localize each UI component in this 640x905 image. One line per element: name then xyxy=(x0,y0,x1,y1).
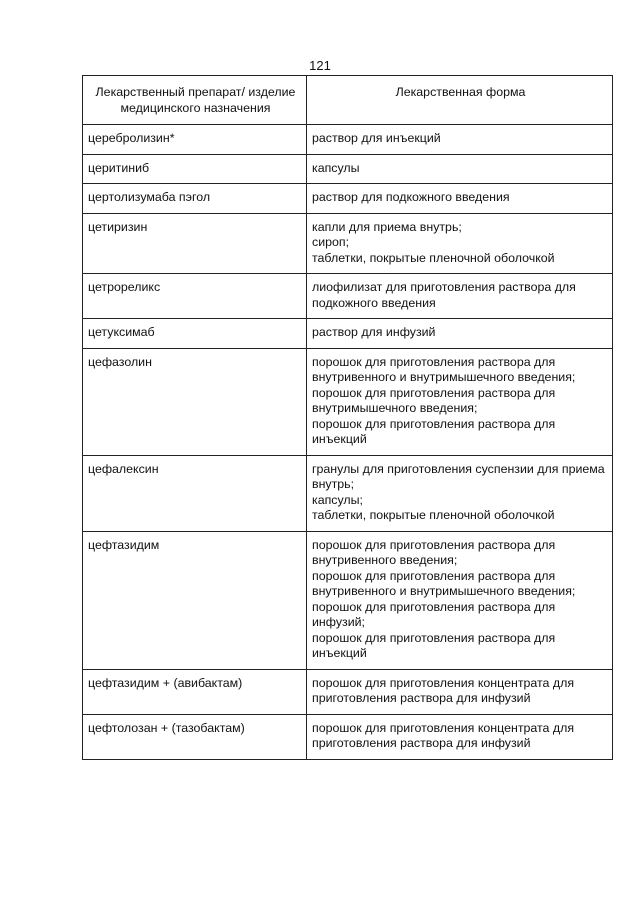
drug-name-cell: цетуксимаб xyxy=(83,319,307,349)
dosage-form-line: порошок для приготовления раствора для инфузий; xyxy=(312,599,556,629)
dosage-form-line: порошок для приготовления раствора для инъекций xyxy=(312,630,556,660)
dosage-form-line: таблетки, покрытые пленочной оболочкой xyxy=(312,250,555,265)
dosage-form-line: капсулы; xyxy=(312,492,363,507)
table-row xyxy=(83,184,613,214)
dosage-form-cell xyxy=(307,714,613,759)
table-header-row xyxy=(83,76,613,125)
dosage-form-line: раствор для инъекций xyxy=(312,131,441,145)
dosage-form-cell xyxy=(307,669,613,714)
table-row xyxy=(83,154,613,184)
dosage-form-cell xyxy=(307,125,613,155)
table-row xyxy=(83,319,613,349)
dosage-form-cell xyxy=(307,213,613,274)
table-row xyxy=(83,714,613,759)
dosage-form-line: раствор для подкожного введения xyxy=(312,190,510,204)
dosage-form-line: порошок для приготовления концентрата для приготовления раствора для инфузий xyxy=(312,675,575,705)
drug-name-cell: цертолизумаба пэгол xyxy=(83,184,307,214)
table-row xyxy=(83,213,613,274)
drug-name-cell: цетрореликс xyxy=(83,274,307,319)
dosage-form-cell xyxy=(307,154,613,184)
dosage-form-cell xyxy=(307,184,613,214)
dosage-form-line: гранулы для приготовления суспензии для приема внутрь; xyxy=(312,461,605,491)
table-body xyxy=(83,125,613,760)
table-row xyxy=(83,531,613,669)
drug-name-cell: цетиризин xyxy=(83,213,307,274)
dosage-form-line: порошок для приготовления раствора для внутривенного введения; xyxy=(312,537,556,567)
header-drug: Лекарственный препарат/ изделие медицинского назначения xyxy=(83,76,307,125)
drug-name-cell: цефазолин xyxy=(83,348,307,455)
table-row xyxy=(83,274,613,319)
drug-name-cell: цефтазидим + (авибактам) xyxy=(83,669,307,714)
table-row xyxy=(83,455,613,531)
table-row xyxy=(83,669,613,714)
dosage-form-line: порошок для приготовления раствора для инъекций xyxy=(312,416,556,446)
dosage-form-cell xyxy=(307,531,613,669)
dosage-form-line: сироп; xyxy=(312,235,350,249)
dosage-form-cell xyxy=(307,455,613,531)
drug-name-cell: церитиниб xyxy=(83,154,307,184)
dosage-form-line: капли для приема внутрь; xyxy=(312,219,462,234)
dosage-form-cell xyxy=(307,274,613,319)
table-row xyxy=(83,125,613,155)
dosage-form-line: порошок для приготовления концентрата для приготовления раствора для инфузий xyxy=(312,720,575,750)
drug-name-cell: цефтолозан + (тазобактам) xyxy=(83,714,307,759)
dosage-form-line: таблетки, покрытые пленочной оболочкой xyxy=(312,508,555,522)
dosage-form-line: капсулы xyxy=(312,160,360,175)
dosage-form-cell xyxy=(307,348,613,455)
drug-name-cell: цефалексин xyxy=(83,455,307,531)
dosage-form-line: лиофилизат для приготовления раствора для подкожного введения xyxy=(312,280,576,310)
header-form: Лекарственная форма xyxy=(307,76,613,125)
dosage-form-cell xyxy=(307,319,613,349)
dosage-form-line: порошок для приготовления раствора для внутримышечного введения; xyxy=(312,385,556,415)
drug-table xyxy=(82,75,613,760)
drug-name-cell: цефтазидим xyxy=(83,531,307,669)
dosage-form-line: порошок для приготовления раствора для внутривенного и внутримышечного введения; xyxy=(312,568,576,598)
page-number: 121 xyxy=(309,58,331,73)
drug-name-cell: церебролизин* xyxy=(83,125,307,155)
dosage-form-line: раствор для инфузий xyxy=(312,325,436,339)
table-row xyxy=(83,348,613,455)
dosage-form-line: порошок для приготовления раствора для внутривенного и внутримышечного введения; xyxy=(312,354,576,384)
